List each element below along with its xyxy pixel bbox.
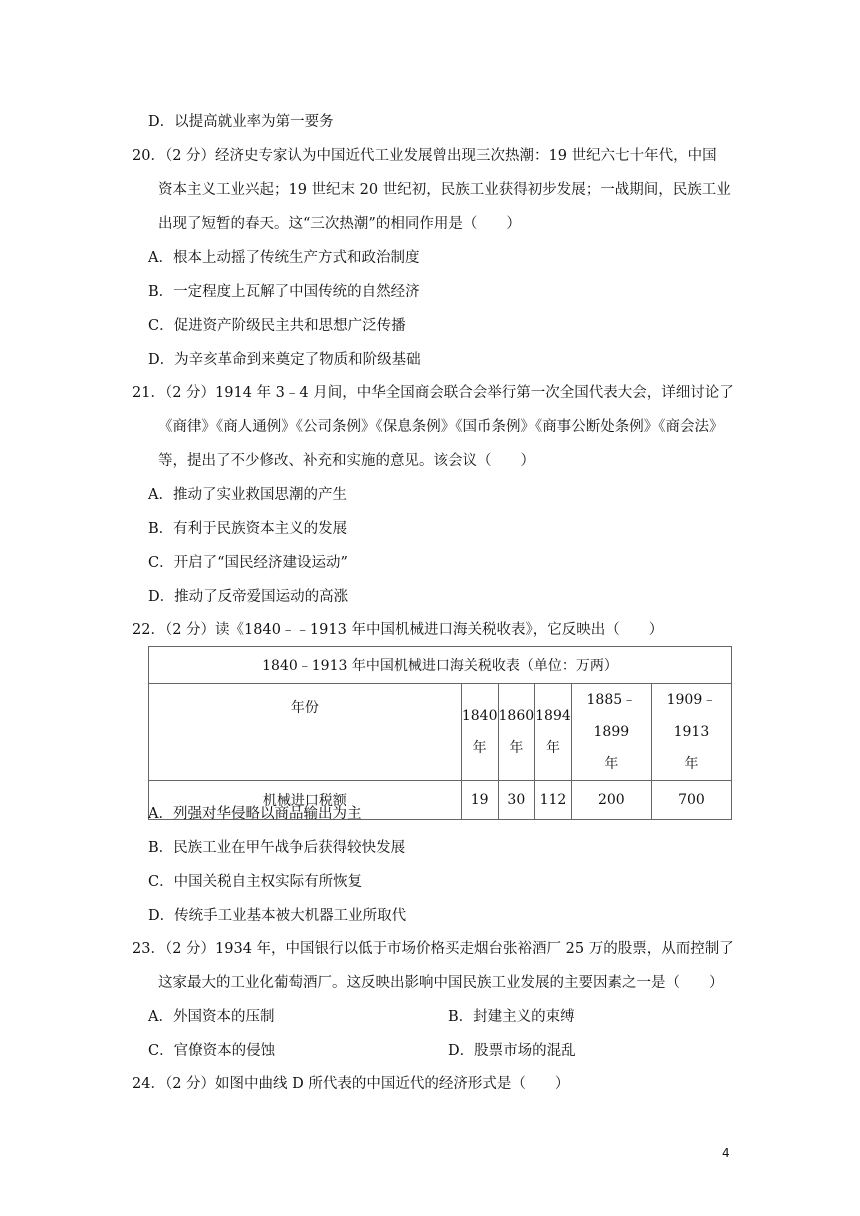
tax-value: 112 xyxy=(535,781,572,820)
q23-option-b: B．封建主义的束缚 xyxy=(448,1009,575,1025)
q22-option-c: C．中国关税自主权实际有所恢复 xyxy=(148,874,363,890)
q21-stem-line-1: 21．（2 分）1914 年 3﹣4 月间，中华全国商会联合会举行第一次全国代表大会，详细讨论了 xyxy=(132,385,734,401)
q22-stem: 22．（2 分）读《1840﹣﹣1913 年中国机械进口海关税收表》，它反映出（ ） xyxy=(132,622,664,638)
tax-value: 30 xyxy=(498,781,535,820)
year-cell: 1894 年 xyxy=(535,684,572,781)
q20-option-a: A．根本上动摇了传统生产方式和政治制度 xyxy=(148,250,420,266)
q23-option-d: D．股票市场的混乱 xyxy=(448,1043,576,1059)
q22-option-a: A．列强对华侵略以商品输出为主 xyxy=(148,806,362,822)
tax-value: 19 xyxy=(461,781,498,820)
q20-stem-line-2: 资本主义工业兴起；19 世纪末 20 世纪初，民族工业获得初步发展；一战期间，民族工业 xyxy=(158,182,731,198)
q23-stem-line-2: 这家最大的工业化葡萄酒厂。这反映出影响中国民族工业发展的主要因素之一是（ ） xyxy=(158,975,724,991)
q21-option-d: D．推动了反帝爱国运动的高涨 xyxy=(148,589,349,605)
q20-stem-line-3: 出现了短暂的春天。这“三次热潮”的相同作用是（ ） xyxy=(158,216,521,232)
year-cell: 1885﹣1899 年 xyxy=(571,684,651,781)
q21-stem-line-3: 等，提出了不少修改、补充和实施的意见。该会议（ ） xyxy=(158,453,535,469)
q22-option-d: D．传统手工业基本被大机器工业所取代 xyxy=(148,908,407,924)
page-number: 4 xyxy=(722,1146,730,1160)
q20-option-d: D．为辛亥革命到来奠定了物质和阶级基础 xyxy=(148,352,421,368)
q20-option-c: C．促进资产阶级民主共和思想广泛传播 xyxy=(148,318,406,334)
q23-option-c: C．官僚资本的侵蚀 xyxy=(148,1043,276,1059)
q21-stem-line-2: 《商律》《商人通例》《公司条例》《保息条例》《国币条例》《商事公断处条例》《商会法》 xyxy=(158,419,724,435)
year-cell: 1909﹣1913 年 xyxy=(651,684,731,781)
year-header: 年份 xyxy=(149,684,462,781)
q23-option-a: A．外国资本的压制 xyxy=(148,1009,275,1025)
tax-value: 200 xyxy=(571,781,651,820)
year-cell: 1840 年 xyxy=(461,684,498,781)
q21-option-b: B．有利于民族资本主义的发展 xyxy=(148,521,348,537)
tax-header: 机械进口税额 xyxy=(149,781,462,820)
customs-tax-table xyxy=(148,646,732,820)
table-title: 1840﹣1913 年中国机械进口海关税收表（单位：万两） xyxy=(149,647,732,684)
q21-option-a: A．推动了实业救国思潮的产生 xyxy=(148,487,347,503)
year-cell: 1860 年 xyxy=(498,684,535,781)
tax-value: 700 xyxy=(651,781,731,820)
q19-option-d: D．以提高就业率为第一要务 xyxy=(148,114,334,130)
q23-stem-line-1: 23．（2 分）1934 年，中国银行以低于市场价格买走烟台张裕酒厂 25 万的股票，从而控制了 xyxy=(132,941,734,957)
q24-stem: 24．（2 分）如图中曲线 D 所代表的中国近代的经济形式是（ ） xyxy=(132,1076,570,1092)
q21-option-c: C．开启了“国民经济建设运动” xyxy=(148,555,348,571)
q20-stem-line-1: 20．（2 分）经济史专家认为中国近代工业发展曾出现三次热潮：19 世纪六七十年代，中国 xyxy=(132,148,717,164)
q22-option-b: B．民族工业在甲午战争后获得较快发展 xyxy=(148,840,406,856)
q20-option-b: B．一定程度上瓦解了中国传统的自然经济 xyxy=(148,284,420,300)
